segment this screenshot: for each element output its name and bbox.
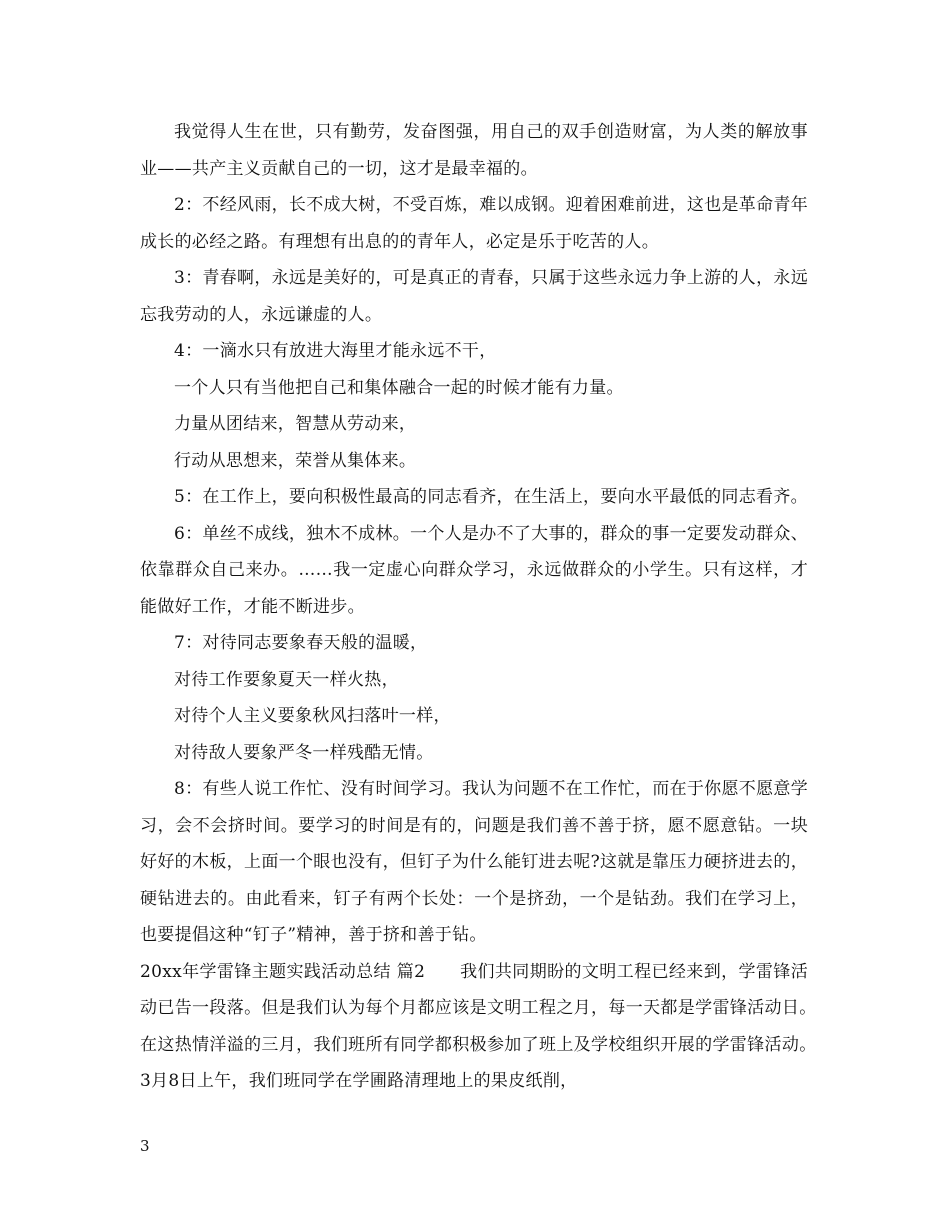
page-number: 3 <box>140 1137 150 1155</box>
paragraph-quote-6: 6：单丝不成线，独木不成林。一个人是办不了大事的，群众的事一定要发动群众、依靠群众自己来办。……我一定虚心向群众学习，永远做群众的小学生。只有这样，才能做好工作，才能不断进步。 <box>140 523 808 617</box>
paragraph-quote-7-line-3: 对待个人主义要象秋风扫落叶一样， <box>174 706 451 726</box>
paragraph-quote-7-line-2: 对待工作要象夏天一样火热， <box>174 669 399 690</box>
paragraph-quote-3: 3：青春啊，永远是美好的，可是真正的青春，只属于这些永远力争上游的人，永远忘我劳动的人，永远谦虚的人。 <box>140 268 808 325</box>
paragraph-quote-7-line-1: 7：对待同志要象春天般的温暖， <box>174 633 428 653</box>
paragraph-quote-4-line-4: 行动从思想来，荣誉从集体来。 <box>174 450 417 471</box>
paragraph-intro: 我觉得人生在世，只有勤劳，发奋图强，用自己的双手创造财富，为人类的解放事业——共产主义贡献自己的一切，这才是最幸福的。 <box>140 122 808 179</box>
paragraph-quote-7-line-4: 对待敌人要象严冬一样残酷无情。 <box>174 742 434 763</box>
paragraph-quote-8: 8：有些人说工作忙、没有时间学习。我认为问题不在工作忙，而在于你愿不愿意学习，会不会挤时间。要学习的时间是有的，问题是我们善不善于挤，愿不愿意钻。一块好好的木板，上面一个眼也没有，但钉子为什么能钉进去呢?这就是靠压力硬挤进去的，硬钻进去的。由此看来，钉子有两个长处：一个是挤劲，一个是钻劲。我们在学习上，也要提倡这种“钉子”精神，善于挤和善于钻。 <box>140 779 808 945</box>
paragraph-quote-4-line-3: 力量从团结来，智慧从劳动来， <box>174 414 417 434</box>
paragraph-quote-4-line-2: 一个人只有当他把自己和集体融合一起的时候才能有力量。 <box>174 377 624 398</box>
paragraph-section-2: 20xx年学雷锋主题实践活动总结 篇2 我们共同期盼的文明工程已经来到，学雷锋活动已告一段落。但是我们认为每个月都应该是文明工程之月，每一天都是学雷锋活动日。 在这热情洋溢的三月，我们班所有同学都积极参加了班上及学校组织开展的学雷锋活动。 3月8日上午，我们班同学在学圃路清理地上的果皮纸削， <box>140 961 826 1091</box>
paragraph-quote-5: 5：在工作上，要向积极性最高的同志看齐，在生活上，要向水平最低的同志看齐。 <box>174 487 808 507</box>
paragraph-quote-4-line-1: 4：一滴水只有放进大海里才能永远不干， <box>174 341 497 361</box>
document-body <box>140 114 826 1100</box>
paragraph-quote-2: 2：不经风雨，长不成大树，不受百炼，难以成钢。迎着困难前进，这也是革命青年成长的必经之路。有理想有出息的的青年人，必定是乐于吃苦的人。 <box>140 195 808 252</box>
